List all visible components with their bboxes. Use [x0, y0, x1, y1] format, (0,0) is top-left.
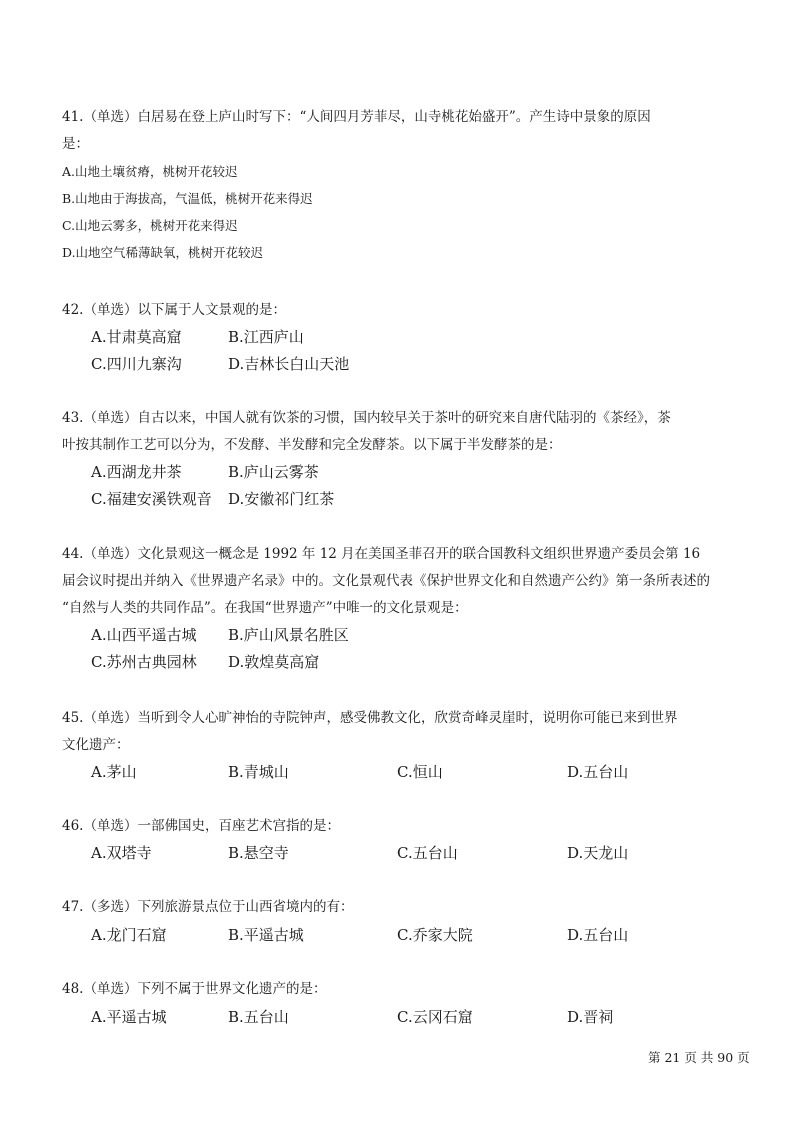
- page-number: 第 21 页 共 90 页: [648, 1050, 750, 1065]
- option-b: B.悬空寺: [228, 844, 289, 862]
- option-d: D.敦煌莫高窟: [228, 653, 320, 671]
- option-c: C.云冈石窟: [397, 1008, 473, 1026]
- option-a: A.茅山: [91, 763, 137, 781]
- question-text: 42.（单选）以下属于人文景观的是：: [62, 302, 286, 318]
- question-text: 届会议时提出并纳入《世界遗产名录》中的。文化景观代表《保护世界文化和自然遗产公约》第一条所表述的: [62, 573, 710, 589]
- question-text: 45.（单选）当听到令人心旷神怡的寺院钟声，感受佛教文化，欣赏奇峰灵崖时，说明你可能已来到世界: [62, 710, 678, 726]
- option-c: C.山地云雾多，桃树开花来得迟: [62, 218, 238, 233]
- option-c: C.苏州古典园林: [91, 653, 197, 671]
- question-text: 43.（单选）自古以来，中国人就有饮茶的习惯，国内较早关于茶叶的研究来自唐代陆羽的《茶经》，茶: [62, 410, 671, 426]
- option-c: C.五台山: [397, 844, 458, 862]
- question-43: [62, 405, 738, 459]
- option-b: B.平遥古城: [228, 926, 304, 944]
- option-d: D.天龙山: [567, 844, 629, 862]
- question-text: 47.（多选）下列旅游景点位于山西省境内的有：: [62, 899, 354, 915]
- option-b: B.庐山云雾茶: [228, 463, 319, 481]
- option-c: C.福建安溪铁观音: [91, 490, 212, 508]
- question-48: [62, 976, 738, 1003]
- question-text: 是：: [62, 136, 89, 152]
- option-a: A.双塔寺: [91, 844, 152, 862]
- question-text: 叶按其制作工艺可以分为，不发酵、半发酵和完全发酵茶。以下属于半发酵茶的是：: [62, 437, 562, 453]
- question-46: [62, 813, 738, 840]
- option-b: B.青城山: [228, 763, 289, 781]
- option-b: B.五台山: [228, 1008, 289, 1026]
- question-41: [62, 104, 738, 266]
- question-text: 文化遗产：: [62, 737, 130, 753]
- option-d: D.安徽祁门红茶: [228, 490, 335, 508]
- option-b: B.江西庐山: [228, 328, 304, 346]
- question-text: “自然与人类的共同作品”。在我国“世界遗产”中唯一的文化景观是：: [62, 600, 468, 616]
- question-text: 48.（单选）下列不属于世界文化遗产的是：: [62, 981, 327, 997]
- option-d: D.吉林长白山天池: [228, 355, 350, 373]
- question-text: 41.（单选）白居易在登上庐山时写下：“人间四月芳菲尽，山寺桃花始盛开”。产生诗中景象的原因: [62, 109, 651, 125]
- option-b: B.庐山风景名胜区: [228, 626, 349, 644]
- option-a: A.山西平遥古城: [91, 626, 197, 644]
- question-47: [62, 894, 738, 921]
- option-a: A.甘肃莫高窟: [91, 328, 182, 346]
- option-a: A.西湖龙井茶: [91, 463, 182, 481]
- option-c: C.乔家大院: [397, 926, 473, 944]
- option-c: C.恒山: [397, 763, 443, 781]
- option-a: A.山地土壤贫瘠，桃树开花较迟: [62, 164, 238, 179]
- option-d: D.五台山: [567, 763, 629, 781]
- question-44: [62, 541, 738, 622]
- question-42: [62, 297, 738, 324]
- question-45: [62, 705, 738, 759]
- option-a: A.龙门石窟: [91, 926, 167, 944]
- option-d: D.山地空气稀薄缺氧，桃树开花较迟: [62, 245, 264, 260]
- option-d: D.晋祠: [567, 1008, 614, 1026]
- question-text: 46.（单选）一部佛国史，百座艺术宫指的是：: [62, 818, 340, 834]
- option-c: C.四川九寨沟: [91, 355, 182, 373]
- option-a: A.平遥古城: [91, 1008, 167, 1026]
- question-text: 44.（单选）文化景观这一概念是 1992 年 12 月在美国圣菲召开的联合国教科文组织世界遗产委员会第 16: [62, 546, 701, 562]
- option-b: B.山地由于海拔高，气温低，桃树开花来得迟: [62, 191, 313, 206]
- option-d: D.五台山: [567, 926, 629, 944]
